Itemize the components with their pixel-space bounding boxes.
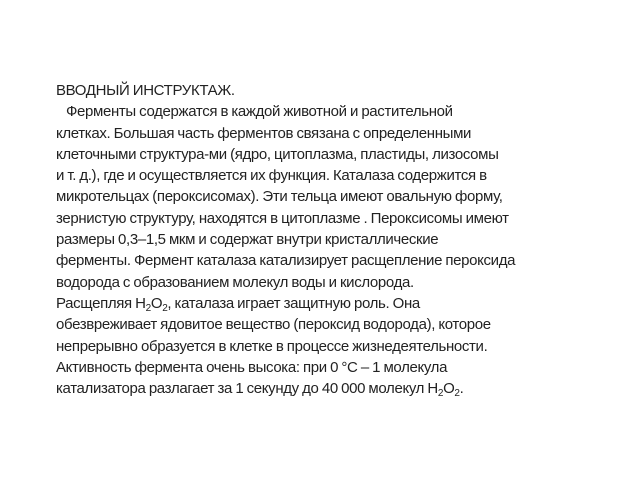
text-line-h2o2 (56, 293, 616, 314)
subscript: 2 (437, 388, 444, 400)
subscript: 2 (454, 388, 460, 400)
text-line-5: микротельцах (пероксисомах). Эти тельца имеют овальную форму, (56, 188, 503, 206)
text-line-6: зернистую структуру, находятся в цитоплазме . Пероксисомы имеют (56, 209, 509, 227)
text-line-4: и т. д.), где и осуществляется их функция. Каталаза содержится в (56, 167, 487, 185)
subscript: 2 (162, 302, 168, 314)
text-fragment: Расщепляя H (56, 294, 146, 312)
text-line-1: Ферменты содержатся в каждой животной и растительной (56, 103, 453, 121)
subscript: 2 (145, 302, 151, 314)
heading: ВВОДНЫЙ ИНСТРУКТАЖ. (56, 82, 235, 99)
text-line-9: водорода с образованием молекул воды и кислорода. (56, 273, 414, 291)
text-line-13: Активность фермента очень высока: при 0 °С – 1 молекула (56, 358, 448, 376)
text-fragment: катализатора разлагает за 1 секунду до 40 000 молекул H (56, 380, 438, 398)
text-line-last (56, 378, 616, 399)
text-line-7: размеры 0,3–1,5 мкм и содержат внутри кристаллические (56, 231, 439, 249)
instruction-text (56, 80, 616, 399)
text-line-8: ферменты. Фермент каталаза катализирует расщепление пероксида (56, 252, 516, 270)
text-fragment: , каталаза играет защитную роль. Она (167, 294, 420, 312)
text-line-12: непрерывно образуется в клетке в процессе жизнедеятельности. (56, 337, 488, 355)
text-line-2: клетках. Большая часть ферментов связана с определенными (56, 124, 472, 142)
text-fragment: . (459, 380, 464, 398)
text-fragment: O (150, 294, 163, 312)
text-line-11: обезвреживает ядовитое вещество (пероксид водорода), которое (56, 316, 491, 334)
text-line-3: клеточными структура-ми (ядро, цитоплазма, пластиды, лизосомы (56, 145, 499, 163)
text-fragment: O (443, 380, 455, 398)
